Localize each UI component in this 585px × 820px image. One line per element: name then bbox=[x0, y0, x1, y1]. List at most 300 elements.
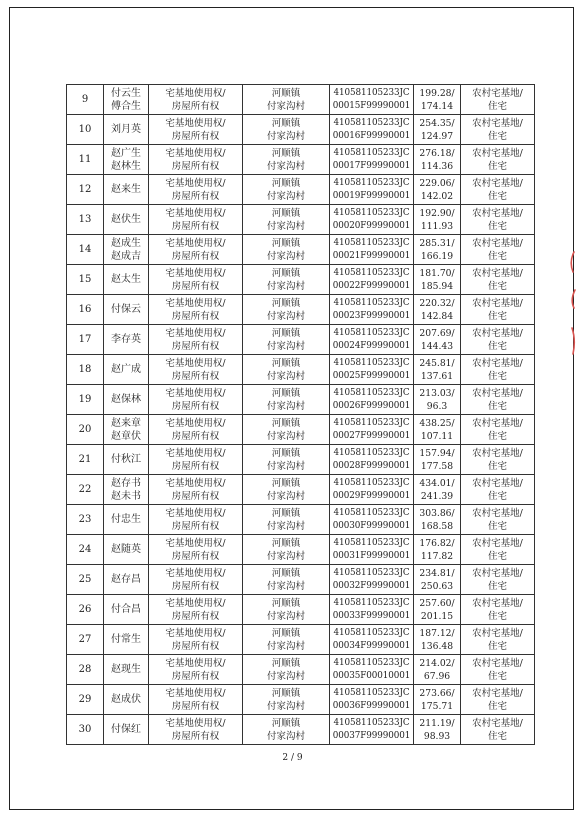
unit-code-line: 00036F99990001 bbox=[332, 700, 411, 711]
unit-code-cell bbox=[330, 595, 414, 625]
unit-code-line: 410581105233JC bbox=[333, 297, 410, 308]
location-cell bbox=[243, 145, 330, 175]
owner-name-cell bbox=[104, 295, 149, 325]
unit-code-cell bbox=[330, 265, 414, 295]
unit-code-cell bbox=[330, 445, 414, 475]
location-line: 付家沟村 bbox=[266, 700, 305, 712]
location-cell bbox=[243, 655, 330, 685]
right-type-line: 房屋所有权 bbox=[171, 130, 220, 142]
row-number: 26 bbox=[67, 595, 104, 625]
usage-line: 住宅 bbox=[487, 250, 507, 262]
location-line: 付家沟村 bbox=[266, 340, 305, 352]
location-cell bbox=[243, 175, 330, 205]
location-line: 付家沟村 bbox=[266, 220, 305, 232]
unit-code-line: 410581105233JC bbox=[333, 417, 410, 428]
right-type-cell bbox=[149, 625, 243, 655]
location-line: 河顺镇 bbox=[271, 177, 301, 189]
area-cell bbox=[414, 535, 461, 565]
area-line: 157.94/ bbox=[419, 447, 455, 459]
location-cell bbox=[243, 265, 330, 295]
row-number: 22 bbox=[67, 475, 104, 505]
right-type-line: 宅基地使用权/ bbox=[165, 207, 226, 219]
owner-name-cell bbox=[104, 265, 149, 295]
table-row bbox=[67, 475, 535, 505]
usage-cell bbox=[461, 565, 535, 595]
right-type-line: 房屋所有权 bbox=[171, 520, 220, 532]
row-number: 27 bbox=[67, 625, 104, 655]
table-row bbox=[67, 625, 535, 655]
unit-code-line: 00027F99990001 bbox=[332, 430, 411, 441]
location-cell bbox=[243, 475, 330, 505]
right-type-cell bbox=[149, 85, 243, 115]
right-type-line: 宅基地使用权/ bbox=[165, 267, 226, 279]
owner-name-cell bbox=[104, 535, 149, 565]
location-line: 付家沟村 bbox=[266, 730, 305, 742]
area-line: 177.58 bbox=[420, 460, 454, 472]
usage-cell bbox=[461, 655, 535, 685]
owner-name-line: 赵太生 bbox=[111, 274, 141, 285]
location-line: 河顺镇 bbox=[271, 387, 301, 399]
location-line: 付家沟村 bbox=[266, 370, 305, 382]
unit-code-cell bbox=[330, 655, 414, 685]
area-line: 111.93 bbox=[420, 220, 454, 232]
right-type-line: 房屋所有权 bbox=[171, 340, 220, 352]
row-number: 20 bbox=[67, 415, 104, 445]
row-number: 30 bbox=[67, 715, 104, 745]
location-line: 河顺镇 bbox=[271, 477, 301, 489]
location-cell bbox=[243, 625, 330, 655]
right-type-line: 宅基地使用权/ bbox=[165, 177, 226, 189]
location-cell bbox=[243, 235, 330, 265]
right-type-cell bbox=[149, 325, 243, 355]
area-line: 241.39 bbox=[420, 490, 454, 502]
unit-code-cell bbox=[330, 85, 414, 115]
row-number: 29 bbox=[67, 685, 104, 715]
usage-line: 农村宅基地/ bbox=[472, 357, 523, 369]
location-line: 付家沟村 bbox=[266, 100, 305, 112]
location-line: 河顺镇 bbox=[271, 447, 301, 459]
owner-name-line: 付云生 bbox=[111, 87, 141, 99]
right-type-line: 房屋所有权 bbox=[171, 490, 220, 502]
usage-line: 农村宅基地/ bbox=[472, 597, 523, 609]
usage-cell bbox=[461, 715, 535, 745]
right-type-cell bbox=[149, 145, 243, 175]
unit-code-cell bbox=[330, 295, 414, 325]
area-line: 142.02 bbox=[420, 190, 454, 202]
right-type-cell bbox=[149, 475, 243, 505]
right-type-cell bbox=[149, 655, 243, 685]
owner-name-line: 赵广成 bbox=[111, 364, 141, 375]
location-line: 河顺镇 bbox=[271, 327, 301, 339]
right-type-cell bbox=[149, 535, 243, 565]
table-row bbox=[67, 505, 535, 535]
unit-code-line: 410581105233JC bbox=[333, 87, 410, 98]
table-row bbox=[67, 355, 535, 385]
row-number: 12 bbox=[67, 175, 104, 205]
row-number: 14 bbox=[67, 235, 104, 265]
area-line: 176.82/ bbox=[419, 537, 455, 549]
unit-code-cell bbox=[330, 475, 414, 505]
location-cell bbox=[243, 85, 330, 115]
owner-name-line: 赵成伏 bbox=[111, 694, 141, 705]
usage-line: 农村宅基地/ bbox=[472, 117, 523, 129]
area-cell bbox=[414, 415, 461, 445]
owner-name-line: 赵伏生 bbox=[111, 214, 141, 225]
location-line: 付家沟村 bbox=[266, 280, 305, 292]
right-type-line: 宅基地使用权/ bbox=[165, 537, 226, 549]
location-line: 河顺镇 bbox=[271, 687, 301, 699]
owner-name-cell bbox=[104, 685, 149, 715]
row-number: 24 bbox=[67, 535, 104, 565]
area-cell bbox=[414, 625, 461, 655]
right-type-line: 宅基地使用权/ bbox=[165, 477, 226, 489]
table-row bbox=[67, 415, 535, 445]
right-type-line: 宅基地使用权/ bbox=[165, 687, 226, 699]
area-cell bbox=[414, 505, 461, 535]
table-row bbox=[67, 145, 535, 175]
owner-name-line: 赵成吉 bbox=[111, 250, 141, 262]
location-line: 付家沟村 bbox=[266, 490, 305, 502]
table-row bbox=[67, 205, 535, 235]
usage-line: 住宅 bbox=[487, 580, 507, 592]
owner-name-line: 付忠生 bbox=[111, 514, 141, 525]
location-line: 付家沟村 bbox=[266, 670, 305, 682]
right-type-line: 宅基地使用权/ bbox=[165, 117, 226, 129]
owner-name-cell bbox=[104, 475, 149, 505]
area-line: 201.15 bbox=[420, 610, 454, 622]
unit-code-line: 00026F99990001 bbox=[332, 400, 411, 411]
unit-code-line: 410581105233JC bbox=[333, 147, 410, 158]
table-row bbox=[67, 265, 535, 295]
unit-code-line: 00024F99990001 bbox=[332, 340, 411, 351]
unit-code-cell bbox=[330, 415, 414, 445]
right-type-line: 房屋所有权 bbox=[171, 100, 220, 112]
row-number: 11 bbox=[67, 145, 104, 175]
table-row bbox=[67, 445, 535, 475]
location-line: 河顺镇 bbox=[271, 597, 301, 609]
unit-code-line: 410581105233JC bbox=[333, 717, 410, 728]
owner-name-cell bbox=[104, 145, 149, 175]
location-cell bbox=[243, 685, 330, 715]
owner-name-cell bbox=[104, 85, 149, 115]
right-type-line: 宅基地使用权/ bbox=[165, 327, 226, 339]
usage-line: 住宅 bbox=[487, 520, 507, 532]
owner-name-line: 赵来章 bbox=[111, 417, 141, 429]
right-type-line: 房屋所有权 bbox=[171, 580, 220, 592]
area-line: 273.66/ bbox=[419, 687, 455, 699]
area-line: 96.3 bbox=[426, 400, 448, 412]
owner-name-line: 赵林生 bbox=[111, 160, 141, 172]
right-type-cell bbox=[149, 205, 243, 235]
area-line: 174.14 bbox=[420, 100, 454, 112]
unit-code-line: 410581105233JC bbox=[333, 117, 410, 128]
unit-code-line: 410581105233JC bbox=[333, 537, 410, 548]
area-line: 166.19 bbox=[420, 250, 454, 262]
area-cell bbox=[414, 595, 461, 625]
right-type-line: 宅基地使用权/ bbox=[165, 657, 226, 669]
row-number: 16 bbox=[67, 295, 104, 325]
location-line: 付家沟村 bbox=[266, 550, 305, 562]
location-cell bbox=[243, 445, 330, 475]
area-cell bbox=[414, 565, 461, 595]
usage-line: 住宅 bbox=[487, 130, 507, 142]
area-cell bbox=[414, 325, 461, 355]
owner-name-line: 赵保林 bbox=[111, 394, 141, 405]
unit-code-cell bbox=[330, 385, 414, 415]
owner-name-cell bbox=[104, 565, 149, 595]
row-number: 15 bbox=[67, 265, 104, 295]
owner-name-line: 赵成生 bbox=[111, 237, 141, 249]
area-cell bbox=[414, 445, 461, 475]
usage-line: 住宅 bbox=[487, 340, 507, 352]
right-type-line: 房屋所有权 bbox=[171, 160, 220, 172]
area-cell bbox=[414, 205, 461, 235]
right-type-line: 宅基地使用权/ bbox=[165, 297, 226, 309]
location-line: 河顺镇 bbox=[271, 297, 301, 309]
unit-code-line: 410581105233JC bbox=[333, 237, 410, 248]
owner-name-cell bbox=[104, 115, 149, 145]
row-number: 13 bbox=[67, 205, 104, 235]
owner-name-line: 付保云 bbox=[111, 304, 141, 315]
owner-name-line: 赵未书 bbox=[111, 490, 141, 502]
location-cell bbox=[243, 415, 330, 445]
usage-line: 住宅 bbox=[487, 460, 507, 472]
right-type-line: 房屋所有权 bbox=[171, 430, 220, 442]
usage-line: 住宅 bbox=[487, 550, 507, 562]
area-cell bbox=[414, 655, 461, 685]
area-line: 136.48 bbox=[420, 640, 454, 652]
unit-code-line: 00035F00010001 bbox=[332, 670, 411, 681]
row-number: 17 bbox=[67, 325, 104, 355]
usage-line: 农村宅基地/ bbox=[472, 717, 523, 729]
location-cell bbox=[243, 205, 330, 235]
location-line: 河顺镇 bbox=[271, 357, 301, 369]
right-type-cell bbox=[149, 265, 243, 295]
unit-code-line: 00031F99990001 bbox=[332, 550, 411, 561]
location-cell bbox=[243, 715, 330, 745]
unit-code-line: 00022F99990001 bbox=[332, 280, 411, 291]
area-line: 303.86/ bbox=[419, 507, 455, 519]
location-line: 付家沟村 bbox=[266, 310, 305, 322]
unit-code-cell bbox=[330, 235, 414, 265]
location-line: 河顺镇 bbox=[271, 537, 301, 549]
usage-line: 农村宅基地/ bbox=[472, 327, 523, 339]
unit-code-line: 410581105233JC bbox=[333, 627, 410, 638]
usage-line: 住宅 bbox=[487, 640, 507, 652]
owner-name-line: 付常生 bbox=[111, 634, 141, 645]
unit-code-line: 410581105233JC bbox=[333, 687, 410, 698]
owner-name-cell bbox=[104, 415, 149, 445]
usage-line: 住宅 bbox=[487, 220, 507, 232]
usage-line: 农村宅基地/ bbox=[472, 147, 523, 159]
table-body bbox=[67, 85, 535, 745]
usage-cell bbox=[461, 235, 535, 265]
owner-name-cell bbox=[104, 175, 149, 205]
right-type-line: 房屋所有权 bbox=[171, 550, 220, 562]
owner-name-line: 赵存书 bbox=[111, 477, 141, 489]
unit-code-cell bbox=[330, 715, 414, 745]
usage-line: 住宅 bbox=[487, 700, 507, 712]
right-type-cell bbox=[149, 565, 243, 595]
area-line: 168.58 bbox=[420, 520, 454, 532]
usage-line: 农村宅基地/ bbox=[472, 627, 523, 639]
unit-code-line: 410581105233JC bbox=[333, 357, 410, 368]
usage-line: 住宅 bbox=[487, 370, 507, 382]
usage-cell bbox=[461, 505, 535, 535]
area-line: 257.60/ bbox=[419, 597, 455, 609]
right-type-cell bbox=[149, 385, 243, 415]
area-line: 67.96 bbox=[423, 670, 451, 682]
right-type-line: 房屋所有权 bbox=[171, 220, 220, 232]
unit-code-line: 00021F99990001 bbox=[332, 250, 411, 261]
area-line: 229.06/ bbox=[419, 177, 455, 189]
usage-cell bbox=[461, 685, 535, 715]
area-line: 192.90/ bbox=[419, 207, 455, 219]
right-type-line: 房屋所有权 bbox=[171, 670, 220, 682]
right-type-line: 宅基地使用权/ bbox=[165, 237, 226, 249]
usage-cell bbox=[461, 145, 535, 175]
owner-name-cell bbox=[104, 505, 149, 535]
right-type-line: 房屋所有权 bbox=[171, 640, 220, 652]
location-line: 河顺镇 bbox=[271, 507, 301, 519]
area-line: 214.02/ bbox=[419, 657, 455, 669]
usage-cell bbox=[461, 475, 535, 505]
location-line: 河顺镇 bbox=[271, 717, 301, 729]
right-type-line: 房屋所有权 bbox=[171, 370, 220, 382]
unit-code-line: 410581105233JC bbox=[333, 507, 410, 518]
right-type-line: 房屋所有权 bbox=[171, 190, 220, 202]
right-type-line: 房屋所有权 bbox=[171, 700, 220, 712]
unit-code-line: 00016F99990001 bbox=[332, 130, 411, 141]
right-type-cell bbox=[149, 685, 243, 715]
row-number: 10 bbox=[67, 115, 104, 145]
right-type-cell bbox=[149, 415, 243, 445]
usage-line: 住宅 bbox=[487, 730, 507, 742]
location-line: 付家沟村 bbox=[266, 160, 305, 172]
area-line: 213.03/ bbox=[419, 387, 455, 399]
row-number: 9 bbox=[67, 85, 104, 115]
right-type-line: 房屋所有权 bbox=[171, 250, 220, 262]
location-line: 付家沟村 bbox=[266, 640, 305, 652]
owner-name-line: 李存英 bbox=[111, 334, 141, 345]
usage-line: 住宅 bbox=[487, 100, 507, 112]
area-line: 185.94 bbox=[420, 280, 454, 292]
owner-name-cell bbox=[104, 325, 149, 355]
location-line: 河顺镇 bbox=[271, 147, 301, 159]
area-cell bbox=[414, 175, 461, 205]
row-number: 19 bbox=[67, 385, 104, 415]
area-line: 434.01/ bbox=[419, 477, 455, 489]
unit-code-line: 00023F99990001 bbox=[332, 310, 411, 321]
location-line: 付家沟村 bbox=[266, 610, 305, 622]
owner-name-line: 赵来生 bbox=[111, 184, 141, 195]
usage-line: 农村宅基地/ bbox=[472, 177, 523, 189]
area-cell bbox=[414, 715, 461, 745]
unit-code-line: 00019F99990001 bbox=[332, 190, 411, 201]
right-type-line: 房屋所有权 bbox=[171, 610, 220, 622]
usage-line: 农村宅基地/ bbox=[472, 207, 523, 219]
right-type-line: 宅基地使用权/ bbox=[165, 627, 226, 639]
location-cell bbox=[243, 355, 330, 385]
unit-code-line: 00025F99990001 bbox=[332, 370, 411, 381]
unit-code-line: 410581105233JC bbox=[333, 327, 410, 338]
location-line: 河顺镇 bbox=[271, 267, 301, 279]
usage-line: 住宅 bbox=[487, 430, 507, 442]
usage-line: 农村宅基地/ bbox=[472, 267, 523, 279]
owner-name-cell bbox=[104, 205, 149, 235]
location-line: 付家沟村 bbox=[266, 130, 305, 142]
table-row bbox=[67, 235, 535, 265]
right-type-line: 房屋所有权 bbox=[171, 310, 220, 322]
usage-line: 住宅 bbox=[487, 160, 507, 172]
page-number: 2 / 9 bbox=[282, 753, 303, 763]
usage-line: 住宅 bbox=[487, 190, 507, 202]
unit-code-line: 410581105233JC bbox=[333, 267, 410, 278]
area-line: 276.18/ bbox=[419, 147, 455, 159]
right-type-line: 宅基地使用权/ bbox=[165, 597, 226, 609]
usage-line: 农村宅基地/ bbox=[472, 657, 523, 669]
area-line: 199.28/ bbox=[419, 87, 455, 99]
usage-line: 农村宅基地/ bbox=[472, 567, 523, 579]
owner-name-cell bbox=[104, 595, 149, 625]
area-cell bbox=[414, 235, 461, 265]
unit-code-cell bbox=[330, 535, 414, 565]
area-line: 124.97 bbox=[420, 130, 454, 142]
owner-name-line: 付合昌 bbox=[111, 604, 141, 615]
area-cell bbox=[414, 355, 461, 385]
owner-name-line: 赵随英 bbox=[111, 544, 141, 555]
area-line: 187.12/ bbox=[419, 627, 455, 639]
usage-line: 住宅 bbox=[487, 670, 507, 682]
unit-code-line: 00037F99990001 bbox=[332, 730, 411, 741]
right-type-cell bbox=[149, 355, 243, 385]
owner-name-line: 赵存昌 bbox=[111, 574, 141, 585]
unit-code-line: 00030F99990001 bbox=[332, 520, 411, 531]
unit-code-line: 410581105233JC bbox=[333, 207, 410, 218]
usage-cell bbox=[461, 535, 535, 565]
right-type-line: 宅基地使用权/ bbox=[165, 717, 226, 729]
right-type-line: 宅基地使用权/ bbox=[165, 447, 226, 459]
area-cell bbox=[414, 265, 461, 295]
location-line: 河顺镇 bbox=[271, 567, 301, 579]
usage-line: 住宅 bbox=[487, 490, 507, 502]
area-line: 144.43 bbox=[420, 340, 454, 352]
unit-code-cell bbox=[330, 175, 414, 205]
area-line: 245.81/ bbox=[419, 357, 455, 369]
unit-code-line: 00017F99990001 bbox=[332, 160, 411, 171]
usage-line: 农村宅基地/ bbox=[472, 537, 523, 549]
usage-cell bbox=[461, 175, 535, 205]
owner-name-line: 刘月英 bbox=[111, 124, 141, 135]
usage-cell bbox=[461, 445, 535, 475]
area-line: 142.84 bbox=[420, 310, 454, 322]
table-row bbox=[67, 685, 535, 715]
right-type-line: 房屋所有权 bbox=[171, 280, 220, 292]
area-line: 207.69/ bbox=[419, 327, 455, 339]
area-line: 285.31/ bbox=[419, 237, 455, 249]
usage-cell bbox=[461, 625, 535, 655]
right-type-cell bbox=[149, 715, 243, 745]
owner-name-cell bbox=[104, 445, 149, 475]
location-line: 河顺镇 bbox=[271, 207, 301, 219]
unit-code-line: 00032F99990001 bbox=[332, 580, 411, 591]
area-line: 220.32/ bbox=[419, 297, 455, 309]
owner-name-cell bbox=[104, 355, 149, 385]
row-number: 25 bbox=[67, 565, 104, 595]
usage-line: 农村宅基地/ bbox=[472, 237, 523, 249]
unit-code-cell bbox=[330, 685, 414, 715]
owner-name-line: 付保红 bbox=[111, 724, 141, 735]
